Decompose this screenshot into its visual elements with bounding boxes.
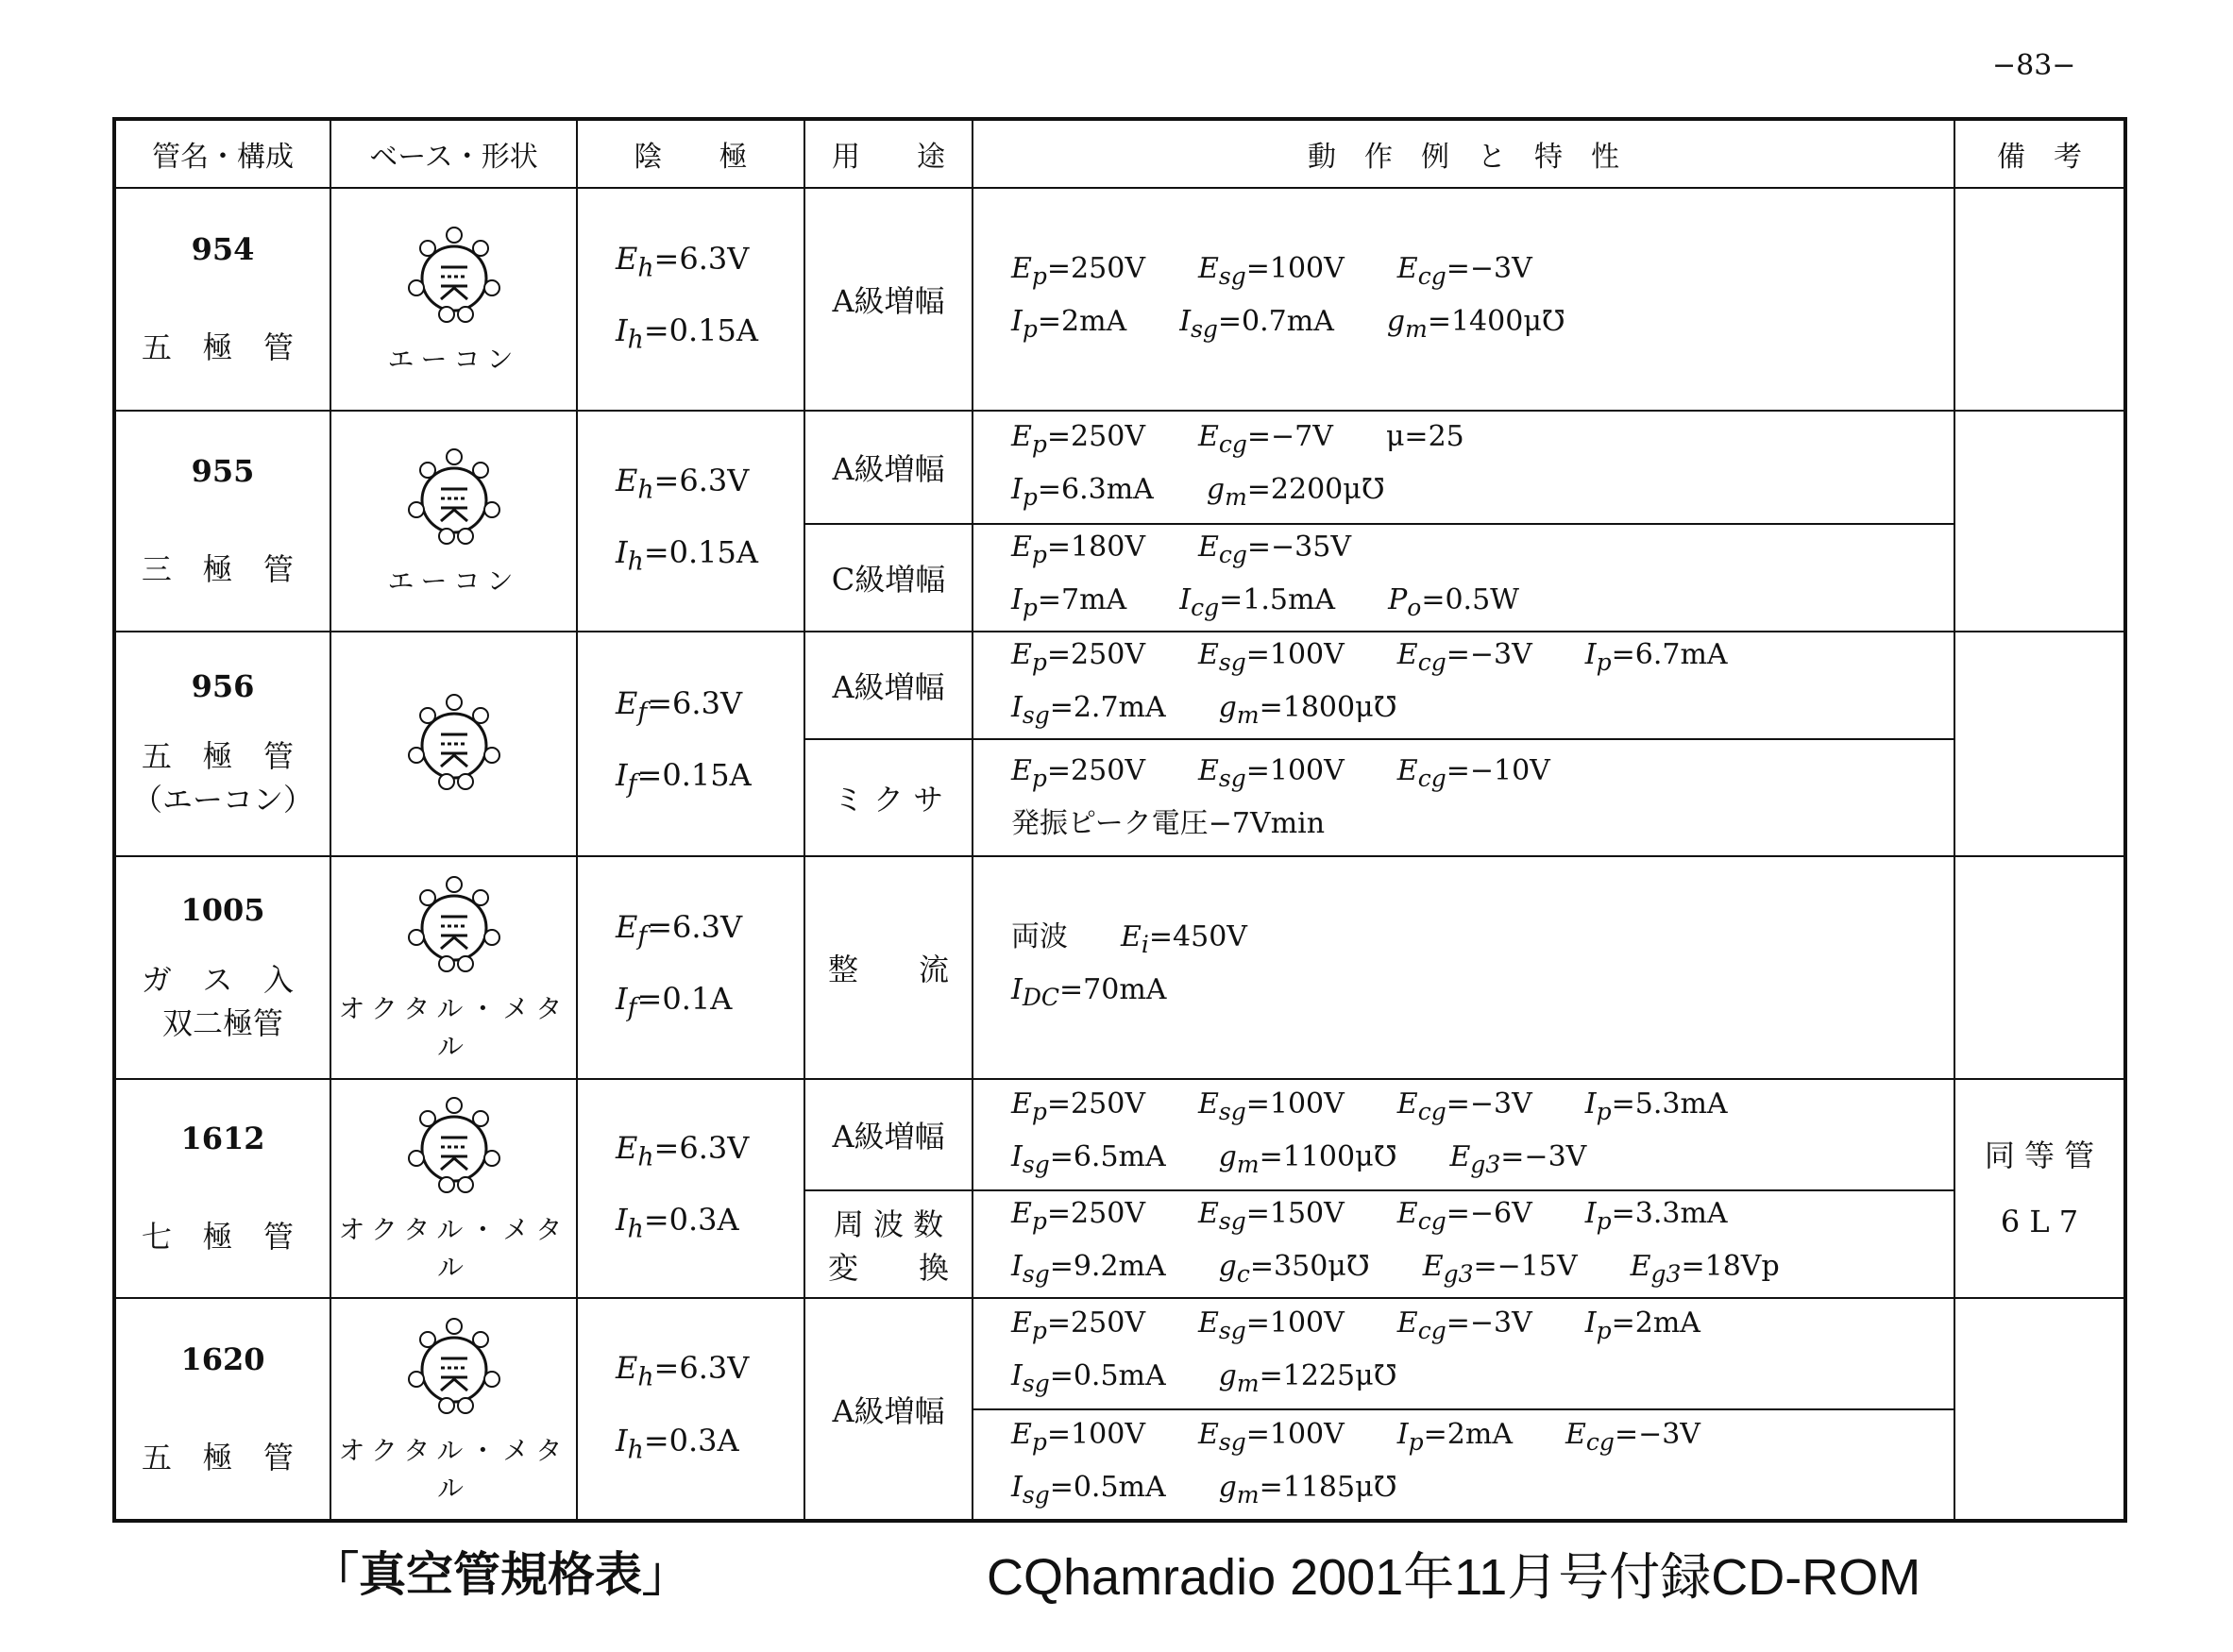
operating-spec-cell (973, 188, 1954, 411)
heater-symbol (441, 755, 467, 767)
spec-value: $g_m=1400\mu℧$ (1386, 305, 1565, 343)
spec-value: $I_p=7mA$ (1011, 583, 1127, 621)
base-pin (420, 1111, 435, 1126)
spec-value: $E_i=450V$ (1121, 920, 1247, 958)
operating-spec-cell (973, 1190, 1954, 1298)
base-pin (473, 890, 488, 905)
header-base: ベース・形状 (330, 119, 577, 188)
use-cell: A級増幅 (804, 188, 973, 411)
header-note: 備 考 (1954, 119, 2125, 188)
table-row (114, 856, 2125, 1079)
base-type-label: オクタル・メタル (338, 1214, 569, 1283)
tube-type: ガ ス 入 (141, 962, 305, 998)
cathode-value: $E_h=6.3V$ (616, 240, 750, 282)
spec-value: $g_m=1100\mu℧$ (1218, 1140, 1397, 1178)
cathode-rating (616, 968, 804, 1039)
spec-value: $E_{cg}=-10V$ (1396, 754, 1550, 792)
base-pin (420, 241, 435, 256)
spec-value: $I_{sg}=0.5mA$ (1011, 1470, 1166, 1509)
header-use: 用 途 (804, 119, 973, 188)
cathode-value: $E_f=6.3V$ (616, 908, 743, 951)
spec-value: $I_{sg}=2.7mA$ (1011, 691, 1166, 729)
base-pin (458, 529, 473, 544)
spec-value: μ=25 (1385, 420, 1464, 453)
heater-symbol (441, 1379, 467, 1391)
spec-value: $g_m=1800\mu℧$ (1218, 691, 1397, 729)
base-pin (458, 1177, 473, 1192)
spec-value: $E_p=250V$ (1011, 1087, 1145, 1125)
base-type-label: オクタル・メタル (338, 1434, 569, 1504)
spec-line (1011, 968, 1954, 1020)
spec-value: $E_{cg}=-7V$ (1197, 420, 1333, 458)
cathode-rating (616, 1117, 804, 1188)
tube-base-pin-diagram (379, 1313, 530, 1423)
spec-line (1011, 525, 1954, 578)
spec-line (1011, 1082, 1954, 1135)
tube-type: 五 極 管 (141, 738, 305, 774)
base-pin (484, 280, 499, 295)
spec-line (1011, 1244, 1954, 1297)
spec-value: $E_{cg}=-3V$ (1396, 1087, 1532, 1125)
tube-type: 五 極 管 (141, 1439, 305, 1475)
spec-value: $I_p=6.7mA$ (1584, 638, 1728, 676)
header-spec: 動 作 例 と 特 性 (973, 119, 1954, 188)
base-pin (409, 280, 424, 295)
base-pin (458, 774, 473, 789)
footer-title: 「真空管規格表」 (312, 1547, 689, 1602)
table-row (114, 632, 2125, 739)
tube-name-cell (114, 1079, 330, 1298)
base-pin (439, 307, 454, 322)
footer-source: CQhamradio 2001年11月号付録CD-ROM (987, 1549, 1921, 1606)
spec-line (1011, 1191, 1954, 1244)
table-row (114, 411, 2125, 524)
cathode-value: $I_h=0.3A$ (616, 1202, 739, 1244)
tube-name-cell (114, 632, 330, 856)
cathode-value: $E_h=6.3V$ (616, 1350, 750, 1392)
use-cell: C級増幅 (804, 524, 973, 632)
cathode-value: $E_h=6.3V$ (616, 1129, 750, 1172)
base-pin (484, 1372, 499, 1387)
cathode-value: $I_h=0.15A$ (616, 312, 758, 355)
base-type-label: エーコン (387, 565, 520, 597)
tube-number: 954 (191, 231, 255, 267)
table-header-row (114, 119, 2125, 188)
spec-value: $g_c=350\mu℧$ (1218, 1250, 1370, 1288)
spec-value: $E_p=250V$ (1011, 420, 1145, 458)
heater-symbol (441, 937, 467, 949)
spec-value: $E_{cg}=-3V$ (1565, 1417, 1700, 1456)
tube-envelope-outline (422, 896, 486, 960)
table-row (114, 188, 2125, 411)
spec-value: $I_{sg}=0.7mA$ (1179, 305, 1334, 343)
spec-value: $E_{sg}=150V$ (1197, 1197, 1345, 1235)
cathode-value: $I_h=0.15A$ (616, 534, 758, 577)
base-type-label: オクタル・メタル (338, 993, 569, 1062)
note-cell (1954, 1298, 2125, 1521)
base-pin (473, 463, 488, 478)
cathode-rating (616, 1188, 804, 1260)
tube-base-pin-diagram (379, 689, 530, 799)
tube-base-pin-diagram (379, 222, 530, 331)
base-pin (458, 956, 473, 971)
cathode-cell (577, 632, 804, 856)
spec-value: $I_p=2mA$ (1396, 1417, 1514, 1456)
base-pin (458, 307, 473, 322)
base-pin (420, 890, 435, 905)
base-pin (447, 449, 462, 464)
spec-value: 発振ピーク電圧−7Vmin (1011, 807, 1326, 840)
cathode-cell (577, 411, 804, 632)
base-pin (409, 930, 424, 945)
tube-type: 五 極 管 (141, 329, 305, 365)
spec-line (1011, 632, 1954, 685)
tube-name-cell (114, 856, 330, 1079)
cathode-value: $E_f=6.3V$ (616, 684, 743, 727)
spec-line (1011, 299, 1954, 352)
cathode-rating (616, 449, 804, 521)
spec-line (1011, 1465, 1954, 1518)
spec-value: $I_p=3.3mA$ (1584, 1197, 1728, 1235)
cathode-cell (577, 1298, 804, 1521)
tube-name-cell (114, 411, 330, 632)
spec-value: $I_{cg}=1.5mA$ (1179, 583, 1336, 621)
cathode-value: $I_f=0.15A$ (616, 757, 752, 800)
operating-spec-cell (973, 411, 1954, 524)
base-type-label: エーコン (387, 344, 520, 375)
base-pin (409, 1151, 424, 1166)
base-pin (439, 774, 454, 789)
base-diagram-cell (330, 188, 577, 411)
header-cathode: 陰 極 (577, 119, 804, 188)
base-pin (484, 748, 499, 763)
cathode-rating (616, 672, 804, 744)
cathode-rating (616, 228, 804, 299)
base-pin (420, 463, 435, 478)
base-diagram-cell (330, 856, 577, 1079)
base-pin (447, 1319, 462, 1334)
tube-number: 1005 (180, 892, 265, 928)
tube-envelope-outline (422, 714, 486, 778)
spec-line (1011, 467, 1954, 520)
tube-number: 1612 (180, 1121, 265, 1156)
spec-value: $E_p=250V$ (1011, 754, 1145, 792)
spec-line (1011, 414, 1954, 467)
table-row (114, 1079, 2125, 1190)
tube-type-detail: （エーコン） (131, 782, 313, 818)
cathode-rating (616, 1337, 804, 1408)
spec-value: $E_{sg}=100V$ (1197, 754, 1345, 792)
cathode-rating (616, 744, 804, 816)
spec-value: $E_{g3}=-15V$ (1422, 1250, 1578, 1288)
tube-number: 1620 (180, 1340, 265, 1377)
spec-value: $E_{sg}=100V$ (1197, 638, 1345, 676)
base-pin (484, 930, 499, 945)
base-pin (409, 748, 424, 763)
tube-number: 956 (191, 668, 255, 704)
base-pin (473, 1332, 488, 1347)
base-diagram-cell (330, 632, 577, 856)
base-pin (473, 708, 488, 723)
use-cell: A級増幅 (804, 1298, 973, 1521)
page-number: −83− (1992, 49, 2076, 82)
operating-spec-cell (973, 1079, 1954, 1190)
spec-value: 両波 (1011, 920, 1068, 953)
spec-line (1011, 1135, 1954, 1188)
spec-line (1011, 915, 1954, 968)
base-diagram-cell (330, 411, 577, 632)
spec-value: $g_m=1185\mu℧$ (1218, 1470, 1397, 1509)
cathode-rating (616, 521, 804, 593)
spec-value: $E_{cg}=-3V$ (1396, 638, 1532, 676)
tube-number: 955 (191, 453, 255, 489)
base-pin (409, 1372, 424, 1387)
operating-spec-cell (973, 1409, 1954, 1521)
cathode-cell (577, 1079, 804, 1298)
base-diagram-cell (330, 1079, 577, 1298)
spec-value: $E_{sg}=100V$ (1197, 252, 1345, 290)
operating-spec-cell (973, 1298, 1954, 1409)
spec-value: $I_p=2mA$ (1011, 305, 1127, 343)
base-pin (439, 1177, 454, 1192)
tube-base-pin-diagram (379, 444, 530, 553)
base-pin (447, 228, 462, 243)
spec-value: $E_p=180V$ (1011, 531, 1145, 568)
spec-value: $I_{sg}=9.2mA$ (1011, 1250, 1166, 1288)
spec-value: $P_o=0.5W$ (1388, 583, 1519, 621)
spec-value: $E_{cg}=-3V$ (1396, 1306, 1532, 1344)
cathode-cell (577, 188, 804, 411)
use-cell: 周 波 数 変 換 (804, 1190, 973, 1298)
note-cell: 同 等 管 6 L 7 (1954, 1079, 2125, 1298)
spec-value: $I_p=2mA$ (1584, 1306, 1700, 1344)
cathode-rating (616, 1409, 804, 1481)
use-cell: A級増幅 (804, 632, 973, 739)
base-pin (447, 1098, 462, 1113)
operating-spec-cell (973, 632, 1954, 739)
spec-value: $E_{cg}=-6V$ (1396, 1197, 1532, 1235)
spec-value: $E_p=250V$ (1011, 1306, 1145, 1344)
base-pin (420, 1332, 435, 1347)
tube-name-cell (114, 188, 330, 411)
spec-line (1011, 749, 1954, 801)
note-cell (1954, 411, 2125, 632)
spec-value: $E_{sg}=100V$ (1197, 1306, 1345, 1344)
base-pin (484, 502, 499, 517)
spec-value: $g_m=1225\mu℧$ (1218, 1359, 1397, 1397)
base-pin (447, 695, 462, 710)
base-pin (473, 241, 488, 256)
spec-value: $I_p=5.3mA$ (1584, 1087, 1728, 1125)
base-pin (458, 1398, 473, 1413)
cathode-value: $I_f=0.1A$ (616, 981, 733, 1023)
base-pin (473, 1111, 488, 1126)
base-pin (439, 956, 454, 971)
base-pin (439, 1398, 454, 1413)
base-pin (409, 502, 424, 517)
tube-envelope-outline (422, 1338, 486, 1402)
operating-spec-cell (973, 739, 1954, 856)
spec-line (1011, 1301, 1954, 1354)
tube-base-pin-diagram (379, 871, 530, 981)
spec-value: $E_p=250V$ (1011, 1197, 1145, 1235)
use-cell: A級増幅 (804, 411, 973, 524)
tube-type: 三 極 管 (141, 551, 305, 587)
spec-value: $E_p=100V$ (1011, 1417, 1145, 1456)
spec-line (1011, 1354, 1954, 1407)
tube-envelope-outline (422, 1117, 486, 1181)
cathode-value: $E_h=6.3V$ (616, 462, 750, 504)
base-pin (447, 877, 462, 892)
use-cell: 整 流 (804, 856, 973, 1079)
note-cell (1954, 632, 2125, 856)
spec-value: $E_{sg}=100V$ (1197, 1087, 1345, 1125)
spec-value: $E_p=250V$ (1011, 638, 1145, 676)
spec-value: $I_{sg}=0.5mA$ (1011, 1359, 1166, 1397)
base-pin (484, 1151, 499, 1166)
spec-value: $E_{sg}=100V$ (1197, 1417, 1345, 1456)
cathode-rating (616, 896, 804, 968)
spec-value: $E_p=250V$ (1011, 252, 1145, 290)
tube-envelope-outline (422, 468, 486, 532)
spec-value: $E_{g3}=-3V$ (1449, 1140, 1587, 1178)
note-cell (1954, 856, 2125, 1079)
spec-value: $I_{DC}=70mA$ (1011, 973, 1167, 1011)
tube-name-cell (114, 1298, 330, 1521)
heater-symbol (441, 1158, 467, 1170)
spec-value: $g_m=2200\mu℧$ (1206, 473, 1385, 511)
base-diagram-cell (330, 1298, 577, 1521)
heater-symbol (441, 510, 467, 521)
use-cell: ミ ク サ (804, 739, 973, 856)
tube-type-detail: 双二極管 (161, 1005, 283, 1041)
spec-value: $E_{g3}=18Vp$ (1630, 1250, 1780, 1288)
heater-symbol (441, 288, 467, 299)
spec-line (1011, 801, 1954, 847)
cathode-value: $I_h=0.3A$ (616, 1422, 739, 1464)
tube-envelope-outline (422, 246, 486, 311)
note-cell (1954, 188, 2125, 411)
table-row (114, 1298, 2125, 1409)
tube-base-pin-diagram (379, 1092, 530, 1202)
spec-line (1011, 685, 1954, 738)
spec-value: $E_{cg}=-3V$ (1396, 252, 1532, 290)
spec-value: $I_{sg}=6.5mA$ (1011, 1140, 1166, 1178)
operating-spec-cell (973, 524, 1954, 632)
spec-value: $I_p=6.3mA$ (1011, 473, 1154, 511)
cathode-rating (616, 299, 804, 371)
spec-line (1011, 246, 1954, 299)
cathode-cell (577, 856, 804, 1079)
spec-line (1011, 1412, 1954, 1465)
spec-value: $E_{cg}=-35V$ (1197, 531, 1352, 568)
header-name: 管名・構成 (114, 119, 330, 188)
base-pin (439, 529, 454, 544)
tube-spec-table (112, 117, 2127, 1523)
operating-spec-cell (973, 856, 1954, 1079)
spec-line (1011, 578, 1954, 631)
tube-type: 七 極 管 (141, 1219, 305, 1255)
use-cell: A級増幅 (804, 1079, 973, 1190)
base-pin (420, 708, 435, 723)
